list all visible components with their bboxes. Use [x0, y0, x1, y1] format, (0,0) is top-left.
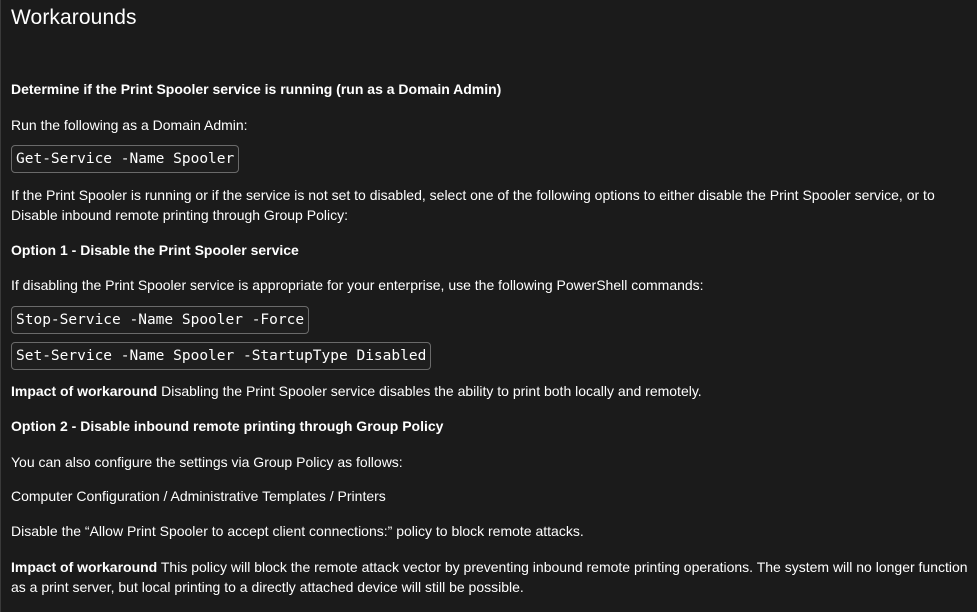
page-title: Workarounds [11, 6, 137, 29]
code-set-service: Set-Service -Name Spooler -StartupType Disabled [11, 342, 431, 370]
impact1-text: Disabling the Print Spooler service disables the ability to print both locally and remotely. [157, 383, 702, 399]
group-policy-text: Disable the “Allow Print Spooler to accept client connections:” policy to block remote attacks. [11, 523, 584, 539]
impact1-paragraph [11, 381, 969, 401]
impact1-label: Impact of workaround [11, 383, 158, 399]
impact2-label: Impact of workaround [11, 559, 158, 575]
option1-heading: Option 1 - Disable the Print Spooler service [11, 242, 299, 258]
code-get-service: Get-Service -Name Spooler [11, 145, 239, 173]
impact2-paragraph [11, 557, 969, 597]
code-stop-service: Stop-Service -Name Spooler -Force [11, 306, 309, 334]
option2-heading: Option 2 - Disable inbound remote printing through Group Policy [11, 418, 444, 434]
option2-text: You can also configure the settings via Group Policy as follows: [11, 454, 403, 470]
options-intro-text: If the Print Spooler is running or if the service is not set to disabled, select one of the following options to either disable the Print Spooler service, or to Disable inbound remote printing through Group Policy: [11, 187, 935, 223]
option1-text: If disabling the Print Spooler service is appropriate for your enterprise, use the following PowerShell commands: [11, 277, 704, 293]
impact2-text: This policy will block the remote attack vector by preventing inbound remote printing operations. The system will no longer function as a print server, but local printing to a directly attached device will still be possible. [11, 559, 968, 595]
section-heading: Determine if the Print Spooler service is running (run as a Domain Admin) [11, 81, 502, 97]
run-as-text: Run the following as a Domain Admin: [11, 117, 248, 133]
group-policy-path: Computer Configuration / Administrative Templates / Printers [11, 488, 386, 504]
